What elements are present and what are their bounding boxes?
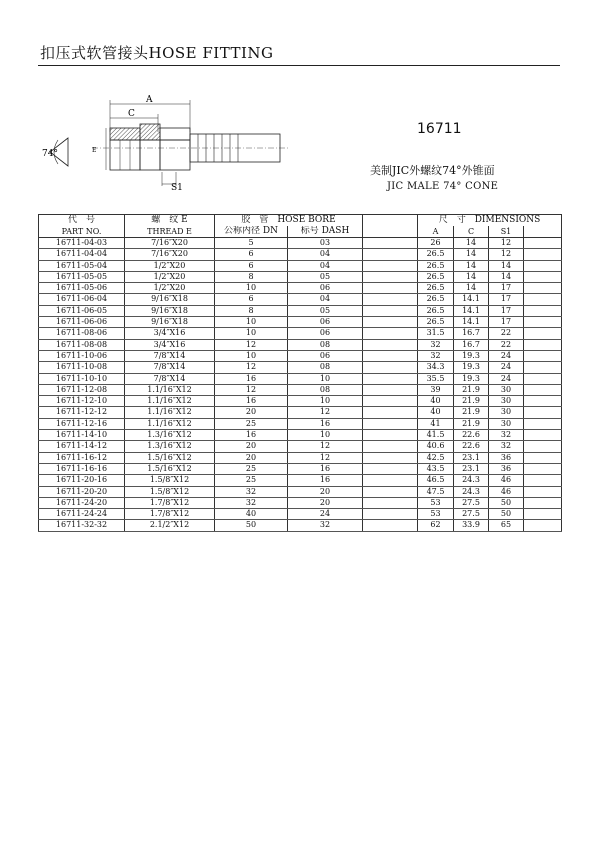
cell-s1: 32 [489,441,524,452]
cell-extra [524,509,562,520]
cell-dn: 6 [215,249,288,260]
table-row [39,305,562,316]
table-row [39,463,562,474]
cell-gap [363,339,418,350]
cell-extra [524,328,562,339]
cell-s1: 17 [489,305,524,316]
cell-a: 31.5 [418,328,454,339]
cell-c: 24.3 [454,475,489,486]
cell-part-no: 16711-16-16 [39,463,125,474]
cell-dn: 5 [215,238,288,249]
cell-part-no: 16711-20-16 [39,475,125,486]
cell-a: 26 [418,238,454,249]
cell-extra [524,396,562,407]
cell-dn: 10 [215,317,288,328]
cell-a: 32 [418,350,454,361]
cell-dash: 08 [288,339,363,350]
cell-c: 21.9 [454,384,489,395]
header-thread-e: THREAD E [125,226,215,238]
cell-s1: 36 [489,463,524,474]
cell-part-no: 16711-12-10 [39,396,125,407]
header-part-cn: 代 号 [39,215,125,227]
cell-a: 39 [418,384,454,395]
cell-dn: 6 [215,260,288,271]
cell-c: 14 [454,249,489,260]
cell-dash: 20 [288,486,363,497]
cell-a: 47.5 [418,486,454,497]
page-title: 扣压式软管接头HOSE FITTING [40,44,274,62]
cell-part-no: 16711-10-06 [39,350,125,361]
cell-dn: 16 [215,373,288,384]
cell-dash: 16 [288,475,363,486]
cell-s1: 30 [489,407,524,418]
cell-thread: 1.5/16″X12 [125,463,215,474]
cell-gap [363,294,418,305]
cell-part-no: 16711-12-12 [39,407,125,418]
table-row [39,271,562,282]
cell-part-no: 16711-06-06 [39,317,125,328]
cell-dash: 16 [288,463,363,474]
cell-c: 14 [454,271,489,282]
cell-dash: 12 [288,407,363,418]
cell-s1: 30 [489,384,524,395]
cell-extra [524,305,562,316]
cell-dn: 20 [215,452,288,463]
cell-a: 43.5 [418,463,454,474]
cell-extra [524,475,562,486]
header-part-no: PART NO. [39,226,125,238]
table-row [39,373,562,384]
header-dimensions: 尺 寸 DIMENSIONS [418,215,562,227]
cell-c: 14 [454,260,489,271]
cell-extra [524,373,562,384]
cell-part-no: 16711-32-32 [39,520,125,531]
cell-s1: 32 [489,430,524,441]
cell-dash: 06 [288,317,363,328]
cell-part-no: 16711-06-04 [39,294,125,305]
cell-dn: 25 [215,418,288,429]
thread-e-label: E [92,147,97,154]
cell-s1: 50 [489,497,524,508]
cell-c: 27.5 [454,497,489,508]
cell-gap [363,463,418,474]
cell-gap [363,328,418,339]
cell-thread: 1.1/16″X12 [125,396,215,407]
cell-dn: 8 [215,305,288,316]
cell-dash: 06 [288,328,363,339]
cell-s1: 14 [489,271,524,282]
cell-extra [524,520,562,531]
cell-thread: 1.3/16″X12 [125,430,215,441]
header-gap [363,215,418,227]
cell-gap [363,452,418,463]
table-row [39,317,562,328]
cell-c: 19.3 [454,373,489,384]
cell-c: 19.3 [454,362,489,373]
table-row [39,452,562,463]
cell-dash: 04 [288,249,363,260]
header-c: C [454,226,489,238]
cell-s1: 17 [489,294,524,305]
cell-part-no: 16711-04-04 [39,249,125,260]
cell-extra [524,283,562,294]
cell-thread: 1.1/16″X12 [125,407,215,418]
table-row [39,238,562,249]
cell-dn: 10 [215,328,288,339]
header-dn: 公称内径 DN [215,226,288,238]
cell-a: 46.5 [418,475,454,486]
cell-gap [363,418,418,429]
cell-dash: 12 [288,452,363,463]
cell-dash: 06 [288,350,363,361]
cell-dash: 04 [288,294,363,305]
cell-a: 26.5 [418,283,454,294]
cell-thread: 1.7/8″X12 [125,509,215,520]
cell-c: 16.7 [454,339,489,350]
table-header-row [39,215,562,227]
cell-c: 23.1 [454,452,489,463]
cell-thread: 1.1/16″X12 [125,384,215,395]
cell-dash: 05 [288,305,363,316]
cell-a: 62 [418,520,454,531]
cell-gap [363,260,418,271]
cell-dash: 03 [288,238,363,249]
cell-dash: 05 [288,271,363,282]
cell-gap [363,441,418,452]
cell-dn: 25 [215,475,288,486]
cell-thread: 1/2″X20 [125,283,215,294]
fitting-drawing [40,90,300,200]
cell-dn: 40 [215,509,288,520]
cell-thread: 1.7/8″X12 [125,497,215,508]
cell-a: 53 [418,509,454,520]
cell-s1: 46 [489,486,524,497]
cell-s1: 12 [489,238,524,249]
s1-label: S1 [171,183,183,193]
cell-thread: 7/8″X14 [125,350,215,361]
cell-c: 19.3 [454,350,489,361]
cell-a: 26.5 [418,249,454,260]
cell-part-no: 16711-08-06 [39,328,125,339]
table-body [39,238,562,532]
cell-c: 33.9 [454,520,489,531]
cell-dash: 24 [288,509,363,520]
cell-gap [363,520,418,531]
cell-c: 14.1 [454,305,489,316]
cell-dn: 20 [215,441,288,452]
cell-dash: 20 [288,497,363,508]
cell-extra [524,441,562,452]
cell-extra [524,238,562,249]
cell-c: 22.6 [454,441,489,452]
cell-dash: 10 [288,430,363,441]
cell-dn: 12 [215,384,288,395]
cell-part-no: 16711-24-20 [39,497,125,508]
cell-part-no: 16711-10-10 [39,373,125,384]
cell-s1: 30 [489,418,524,429]
cell-dash: 16 [288,418,363,429]
cell-s1: 17 [489,317,524,328]
cell-a: 26.5 [418,317,454,328]
dim-a-label: A [146,95,153,105]
cell-s1: 17 [489,283,524,294]
cell-gap [363,317,418,328]
table-row [39,430,562,441]
cell-dn: 16 [215,430,288,441]
cell-gap [363,283,418,294]
cell-s1: 14 [489,260,524,271]
cell-extra [524,249,562,260]
cell-thread: 2.1/2″X12 [125,520,215,531]
cell-gap [363,430,418,441]
cell-gap [363,486,418,497]
cell-c: 14.1 [454,294,489,305]
cell-extra [524,452,562,463]
table-row [39,350,562,361]
header-gap [363,226,418,238]
cell-s1: 12 [489,249,524,260]
header-hose-bore: 胶 管 HOSE BORE [215,215,363,227]
cell-a: 42.5 [418,452,454,463]
cell-a: 41 [418,418,454,429]
cell-a: 26.5 [418,260,454,271]
cell-thread: 1.5/8″X12 [125,475,215,486]
table-row [39,407,562,418]
cell-dn: 25 [215,463,288,474]
cell-dash: 08 [288,362,363,373]
cell-dn: 6 [215,294,288,305]
cell-gap [363,350,418,361]
cell-c: 16.7 [454,328,489,339]
table-row [39,384,562,395]
cell-c: 22.6 [454,430,489,441]
cell-a: 40 [418,407,454,418]
cell-gap [363,373,418,384]
cell-gap [363,384,418,395]
table-row [39,441,562,452]
table-row [39,418,562,429]
header-extra [524,226,562,238]
cell-thread: 3/4″X16 [125,339,215,350]
table-row [39,509,562,520]
cell-part-no: 16711-06-05 [39,305,125,316]
product-part-number: 16711 [417,121,462,137]
header-s1: S1 [489,226,524,238]
cell-thread: 1.5/16″X12 [125,452,215,463]
cell-extra [524,384,562,395]
cell-gap [363,509,418,520]
cell-s1: 22 [489,328,524,339]
dim-c-label: C [128,109,135,119]
cell-extra [524,430,562,441]
cell-part-no: 16711-14-10 [39,430,125,441]
cell-thread: 7/8″X14 [125,362,215,373]
table-row [39,283,562,294]
cell-s1: 24 [489,350,524,361]
cell-part-no: 16711-10-08 [39,362,125,373]
cell-extra [524,463,562,474]
cell-gap [363,238,418,249]
cell-gap [363,396,418,407]
cell-part-no: 16711-08-08 [39,339,125,350]
cell-dn: 32 [215,497,288,508]
cell-a: 40 [418,396,454,407]
product-description-en: JIC MALE 74° CONE [387,181,499,192]
cell-c: 21.9 [454,396,489,407]
cell-thread: 9/16″X18 [125,305,215,316]
cell-c: 23.1 [454,463,489,474]
cell-extra [524,260,562,271]
cell-thread: 1.5/8″X12 [125,486,215,497]
cell-thread: 9/16″X18 [125,317,215,328]
table-row [39,497,562,508]
cell-thread: 1.1/16″X12 [125,418,215,429]
cell-dn: 8 [215,271,288,282]
cell-s1: 65 [489,520,524,531]
cell-thread: 1.3/16″X12 [125,441,215,452]
table-subheader-row [39,226,562,238]
cell-gap [363,249,418,260]
cell-extra [524,339,562,350]
cell-c: 27.5 [454,509,489,520]
cell-extra [524,271,562,282]
cell-dash: 32 [288,520,363,531]
cell-s1: 36 [489,452,524,463]
cell-dn: 32 [215,486,288,497]
cell-extra [524,294,562,305]
specification-table [38,214,562,532]
table-row [39,294,562,305]
table-row [39,339,562,350]
cell-c: 21.9 [454,418,489,429]
cell-s1: 46 [489,475,524,486]
cell-dn: 20 [215,407,288,418]
cell-dash: 06 [288,283,363,294]
cell-dash: 08 [288,384,363,395]
cell-thread: 1/2″X20 [125,271,215,282]
table-row [39,396,562,407]
cell-part-no: 16711-14-12 [39,441,125,452]
cell-part-no: 16711-05-05 [39,271,125,282]
cell-part-no: 16711-16-12 [39,452,125,463]
header-thread-cn: 螺 纹 E [125,215,215,227]
cell-thread: 1/2″X20 [125,260,215,271]
table-row [39,475,562,486]
cell-thread: 7/8″X14 [125,373,215,384]
product-description-cn: 美制JIC外螺纹74°外锥面 [370,164,495,177]
cell-dn: 50 [215,520,288,531]
cell-s1: 24 [489,362,524,373]
table-row [39,328,562,339]
cell-a: 41.5 [418,430,454,441]
cell-a: 26.5 [418,271,454,282]
cell-a: 35.5 [418,373,454,384]
cell-dash: 12 [288,441,363,452]
cell-part-no: 16711-24-24 [39,509,125,520]
cell-part-no: 16711-05-04 [39,260,125,271]
cell-thread: 3/4″X16 [125,328,215,339]
cell-thread: 7/16″X20 [125,249,215,260]
cell-part-no: 16711-20-20 [39,486,125,497]
cell-thread: 7/16″X20 [125,238,215,249]
cell-part-no: 16711-05-06 [39,283,125,294]
cell-c: 24.3 [454,486,489,497]
cell-gap [363,407,418,418]
cell-extra [524,486,562,497]
cell-part-no: 16711-04-03 [39,238,125,249]
cell-dn: 12 [215,339,288,350]
cell-a: 53 [418,497,454,508]
cell-s1: 50 [489,509,524,520]
cell-dash: 10 [288,396,363,407]
cell-s1: 30 [489,396,524,407]
cell-c: 21.9 [454,407,489,418]
table-row [39,260,562,271]
table-row [39,249,562,260]
table-row [39,520,562,531]
cell-gap [363,271,418,282]
cell-c: 14 [454,238,489,249]
table-row [39,486,562,497]
cell-extra [524,497,562,508]
cell-gap [363,497,418,508]
cell-dash: 10 [288,373,363,384]
cell-gap [363,305,418,316]
cell-extra [524,317,562,328]
cell-dn: 16 [215,396,288,407]
title-divider [38,65,560,66]
cell-s1: 22 [489,339,524,350]
cell-a: 40.6 [418,441,454,452]
cell-part-no: 16711-12-08 [39,384,125,395]
header-a: A [418,226,454,238]
cell-a: 26.5 [418,305,454,316]
cell-a: 34.3 [418,362,454,373]
cell-a: 32 [418,339,454,350]
cell-extra [524,407,562,418]
cell-dn: 10 [215,350,288,361]
table-row [39,362,562,373]
cell-s1: 24 [489,373,524,384]
cell-dn: 10 [215,283,288,294]
cell-gap [363,475,418,486]
cell-part-no: 16711-12-16 [39,418,125,429]
cell-a: 26.5 [418,294,454,305]
angle-label: 74° [42,149,58,159]
cell-thread: 9/16″X18 [125,294,215,305]
header-dash: 标号 DASH [288,226,363,238]
cell-extra [524,418,562,429]
cell-c: 14.1 [454,317,489,328]
cell-dash: 04 [288,260,363,271]
cell-extra [524,350,562,361]
cell-gap [363,362,418,373]
cell-dn: 12 [215,362,288,373]
cell-c: 14 [454,283,489,294]
cell-extra [524,362,562,373]
